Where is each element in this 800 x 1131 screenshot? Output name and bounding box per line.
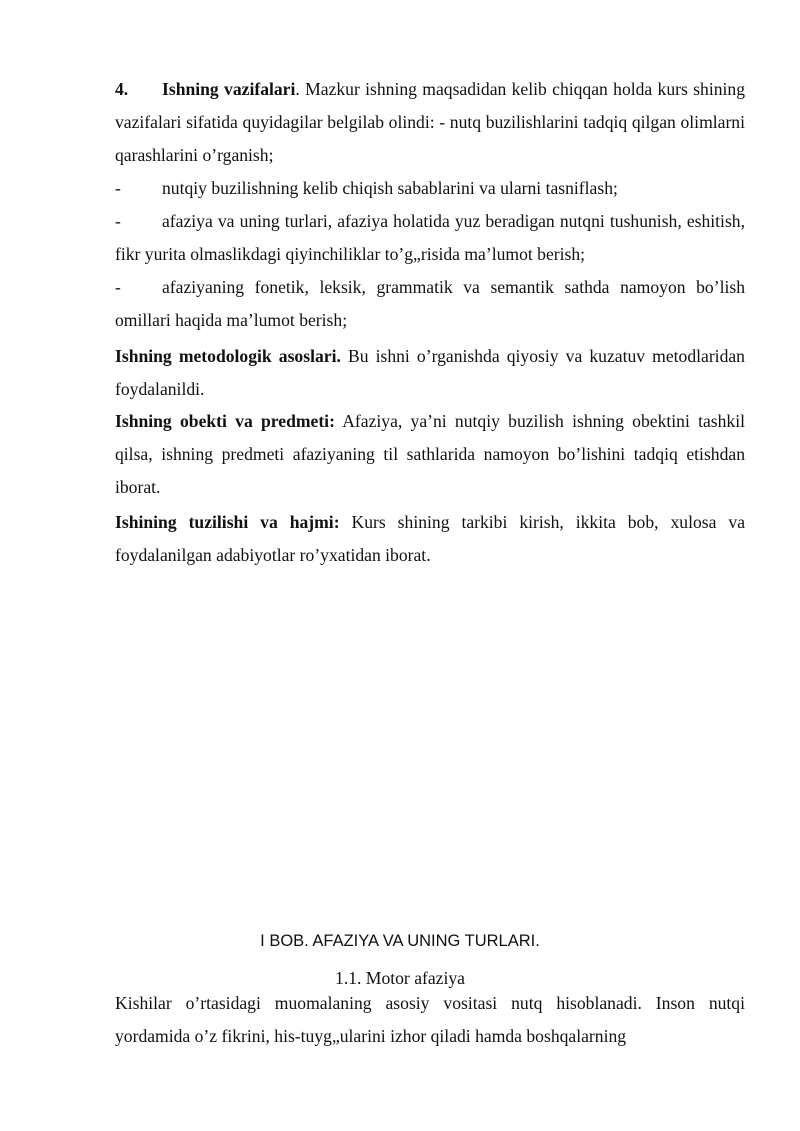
- section-number: 4.: [115, 79, 129, 99]
- structure-paragraph: [115, 506, 745, 572]
- methodology-title: Ishning metodologik asoslari.: [115, 346, 341, 366]
- list-marker: -: [115, 277, 121, 297]
- list-item: [115, 271, 745, 337]
- list-item: [115, 205, 745, 271]
- methodology-paragraph: [115, 340, 745, 406]
- tasks-paragraph: [115, 73, 745, 172]
- list-item-text: nutqiy buzilishning kelib chiqish sabablarini va ularni tasniflash;: [162, 178, 618, 198]
- list-item: [115, 172, 745, 205]
- body-paragraph: Kishilar o’rtasidagi muomalaning asosiy vositasi nutq hisoblanadi. Inson nutqi yordamida o’z fikrini, his-tuyg„ularini izhor qiladi hamda boshqalarning: [115, 993, 745, 1046]
- tasks-text: . Mazkur ishning maqsadidan kelib chiqqan holda kurs shining vazifalari sifatida quyidagilar belgilab olindi: - nutq buzilishlarini tadqiq qilgan olimlarni qarashlarini o’rganish;: [115, 79, 745, 165]
- list-item-text: afaziya va uning turlari, afaziya holatida yuz beradigan nutqni tushunish, eshitish, fikr yurita olmaslikdagi qiyinchiliklar to’g„risida ma’lumot berish;: [115, 211, 745, 264]
- object-subject-paragraph: [115, 405, 745, 504]
- object-subject-title: Ishning obekti va predmeti:: [115, 411, 335, 431]
- list-marker: -: [115, 178, 121, 198]
- chapter-title: I BOB. AFAZIYA VA UNING TURLARI.: [260, 932, 540, 950]
- object-subject-text: Afaziya, ya’ni nutqiy buzilish ishning obektini tashkil qilsa, ishning predmeti afaziyaning til sathlarida namoyon bo’lishini tadqiq etishdan iborat.: [115, 411, 745, 497]
- tasks-title: Ishning vazifalari: [162, 79, 296, 99]
- list-item-text: afaziyaning fonetik, leksik, grammatik va semantik sathda namoyon bo’lish omillari haqida ma’lumot berish;: [115, 277, 745, 330]
- methodology-text: Bu ishni o’rganishda qiyosiy va kuzatuv metodlaridan foydalanildi.: [115, 346, 745, 399]
- structure-text: Kurs shining tarkibi kirish, ikkita bob, xulosa va foydalanilgan adabiyotlar ro’yxatidan iborat.: [115, 512, 745, 565]
- list-marker: -: [115, 211, 121, 231]
- subsection-title: 1.1. Motor afaziya: [335, 968, 465, 988]
- structure-title: Ishining tuzilishi va hajmi:: [115, 512, 340, 532]
